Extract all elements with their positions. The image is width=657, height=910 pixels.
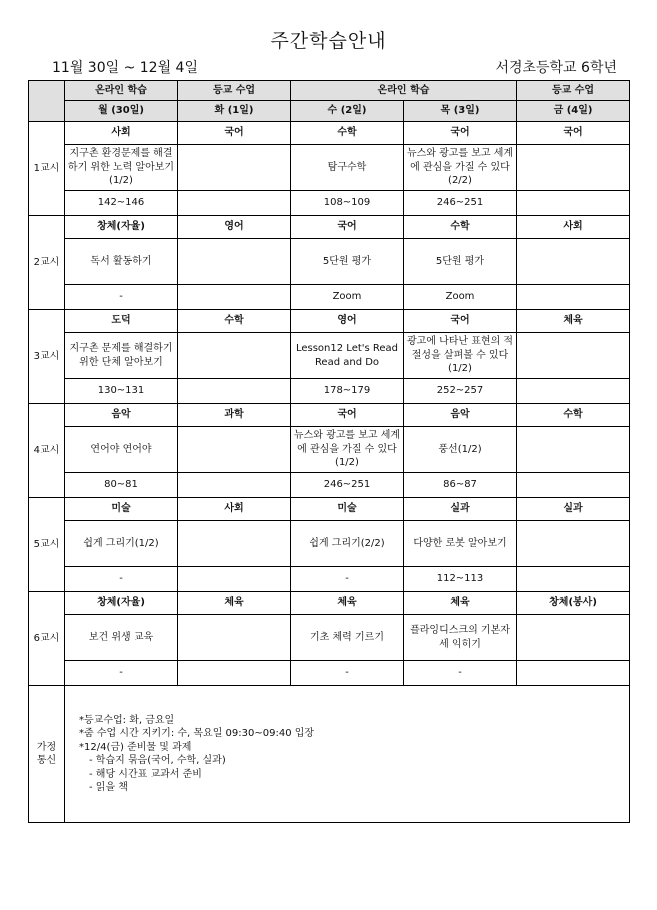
subject-cell: 수학: [291, 122, 404, 145]
weekly-schedule-table: [28, 80, 630, 823]
subject-cell: 체육: [178, 592, 291, 615]
subject-cell: 국어: [517, 122, 630, 145]
subject-cell: 국어: [291, 404, 404, 427]
corner-cell: [29, 81, 65, 122]
page-cell: [178, 473, 291, 498]
subject-cell: 사회: [517, 216, 630, 239]
topic-row: [29, 333, 630, 379]
topic-cell: [178, 145, 291, 191]
topic-cell: [517, 427, 630, 473]
topic-cell: 쉽게 그리기(1/2): [65, 521, 178, 567]
subject-cell: 창체(자율): [65, 216, 178, 239]
page-row: [29, 379, 630, 404]
subject-cell: 수학: [404, 216, 517, 239]
subject-cell: 실과: [517, 498, 630, 521]
period-label: 4교시: [29, 404, 65, 498]
subject-cell: 국어: [291, 216, 404, 239]
day-row: [29, 101, 630, 122]
topic-cell: 5단원 평가: [291, 239, 404, 285]
topic-cell: 연어야 연어야: [65, 427, 178, 473]
topic-cell: [178, 427, 291, 473]
subject-cell: 음악: [404, 404, 517, 427]
subject-cell: 국어: [178, 122, 291, 145]
page-cell: -: [291, 661, 404, 686]
family-notes-label: 가정 통신: [29, 686, 65, 823]
topic-cell: [517, 145, 630, 191]
period-label: 6교시: [29, 592, 65, 686]
topic-cell: 지구촌 문제를 해결하기 위한 단체 알아보기: [65, 333, 178, 379]
topic-cell: 다양한 로봇 알아보기: [404, 521, 517, 567]
topic-cell: [178, 239, 291, 285]
page-cell: 86~87: [404, 473, 517, 498]
page-cell: Zoom: [291, 285, 404, 310]
subject-cell: 미술: [65, 498, 178, 521]
topic-cell: [517, 521, 630, 567]
topic-cell: 광고에 나타난 표현의 적절성을 살펴볼 수 있다(1/2): [404, 333, 517, 379]
subject-cell: 도덕: [65, 310, 178, 333]
page-row: [29, 285, 630, 310]
subject-cell: 음악: [65, 404, 178, 427]
day-cell: 월 (30일): [65, 101, 178, 122]
period-label: 1교시: [29, 122, 65, 216]
topic-cell: 플라잉디스크의 기본자세 익히기: [404, 615, 517, 661]
mode-cell: 온라인 학습: [291, 81, 517, 101]
page-cell: 112~113: [404, 567, 517, 592]
page-cell: [517, 191, 630, 216]
page-cell: 246~251: [404, 191, 517, 216]
page-cell: 178~179: [291, 379, 404, 404]
day-cell: 수 (2일): [291, 101, 404, 122]
day-cell: 금 (4일): [517, 101, 630, 122]
page-cell: 130~131: [65, 379, 178, 404]
page-cell: [178, 567, 291, 592]
subject-row: [29, 216, 630, 239]
topic-cell: 보건 위생 교육: [65, 615, 178, 661]
topic-cell: 탐구수학: [291, 145, 404, 191]
page-cell: [517, 661, 630, 686]
page-cell: 246~251: [291, 473, 404, 498]
subject-cell: 체육: [517, 310, 630, 333]
subject-row: [29, 404, 630, 427]
page-cell: Zoom: [404, 285, 517, 310]
mode-cell: 등교 수업: [178, 81, 291, 101]
topic-cell: 쉽게 그리기(2/2): [291, 521, 404, 567]
subject-cell: 창체(봉사): [517, 592, 630, 615]
mode-row: [29, 81, 630, 101]
subject-cell: 국어: [404, 310, 517, 333]
note-line: *등교수업: 화, 금요일: [79, 714, 175, 726]
page-cell: [517, 473, 630, 498]
page-cell: [178, 285, 291, 310]
page-cell: -: [65, 567, 178, 592]
page-cell: [178, 661, 291, 686]
subject-cell: 사회: [178, 498, 291, 521]
subject-cell: 영어: [178, 216, 291, 239]
note-line: - 읽을 책: [89, 782, 128, 793]
topic-cell: 기초 체력 기르기: [291, 615, 404, 661]
subject-cell: 체육: [404, 592, 517, 615]
page-cell: -: [291, 567, 404, 592]
topic-cell: 뉴스와 광고를 보고 세계에 관심을 가질 수 있다(1/2): [291, 427, 404, 473]
note-line: *줌 수업 시간 지키기: 수, 목요일 09:30~09:40 입장: [79, 728, 315, 739]
page-row: [29, 567, 630, 592]
subject-row: [29, 592, 630, 615]
subject-cell: 실과: [404, 498, 517, 521]
note-line: - 학습지 묶음(국어, 수학, 실과): [89, 755, 226, 766]
topic-cell: [178, 521, 291, 567]
topic-cell: 독서 활동하기: [65, 239, 178, 285]
day-cell: 화 (1일): [178, 101, 291, 122]
subject-row: [29, 498, 630, 521]
subject-cell: 수학: [178, 310, 291, 333]
day-cell: 목 (3일): [404, 101, 517, 122]
subject-cell: 체육: [291, 592, 404, 615]
page-cell: 142~146: [65, 191, 178, 216]
topic-cell: 지구촌 환경문제를 해결하기 위한 노력 알아보기(1/2): [65, 145, 178, 191]
subject-cell: 창체(자율): [65, 592, 178, 615]
period-label: 5교시: [29, 498, 65, 592]
page-cell: 252~257: [404, 379, 517, 404]
note-line: - 해당 시간표 교과서 준비: [89, 768, 202, 780]
page-cell: [178, 379, 291, 404]
subject-cell: 과학: [178, 404, 291, 427]
page-row: [29, 473, 630, 498]
date-range: 11월 30일 ~ 12월 4일: [52, 60, 198, 76]
subject-cell: 영어: [291, 310, 404, 333]
note-line: *12/4(금) 준비물 및 과제: [79, 741, 192, 753]
topic-cell: [517, 239, 630, 285]
topic-cell: 풍선(1/2): [404, 427, 517, 473]
page-cell: [517, 379, 630, 404]
page-cell: [178, 191, 291, 216]
subject-cell: 수학: [517, 404, 630, 427]
subject-cell: 사회: [65, 122, 178, 145]
mode-cell: 등교 수업: [517, 81, 630, 101]
topic-row: [29, 521, 630, 567]
family-notes: [65, 686, 630, 823]
page-title: 주간학습안내: [270, 30, 387, 52]
topic-cell: [178, 333, 291, 379]
subject-row: [29, 122, 630, 145]
page-row: [29, 191, 630, 216]
page-cell: [517, 567, 630, 592]
subject-cell: 국어: [404, 122, 517, 145]
topic-row: [29, 145, 630, 191]
topic-cell: Lesson12 Let's Read Read and Do: [291, 333, 404, 379]
topic-cell: [178, 615, 291, 661]
period-label: 2교시: [29, 216, 65, 310]
page-cell: -: [65, 285, 178, 310]
page-cell: [517, 285, 630, 310]
topic-cell: [517, 615, 630, 661]
page-cell: -: [404, 661, 517, 686]
page-cell: -: [65, 661, 178, 686]
topic-row: [29, 239, 630, 285]
subject-cell: 미술: [291, 498, 404, 521]
mode-cell: 온라인 학습: [65, 81, 178, 101]
topic-cell: 뉴스와 광고를 보고 세계에 관심을 가질 수 있다(2/2): [404, 145, 517, 191]
page-cell: 108~109: [291, 191, 404, 216]
family-notes-row: [29, 686, 630, 823]
page-row: [29, 661, 630, 686]
page-cell: 80~81: [65, 473, 178, 498]
topic-cell: 5단원 평가: [404, 239, 517, 285]
topic-cell: [517, 333, 630, 379]
topic-row: [29, 427, 630, 473]
subject-row: [29, 310, 630, 333]
period-label: 3교시: [29, 310, 65, 404]
school-name: 서경초등학교 6학년: [495, 60, 617, 76]
topic-row: [29, 615, 630, 661]
